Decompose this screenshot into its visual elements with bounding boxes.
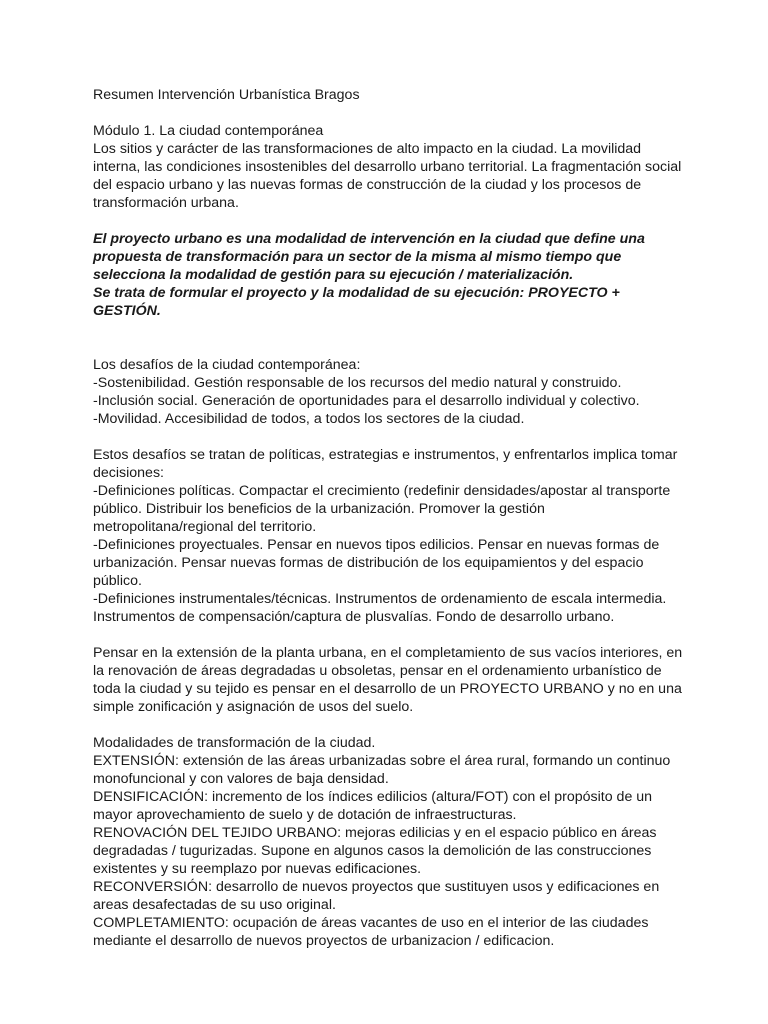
- challenge-item: -Sostenibilidad. Gestión responsable de los recursos del medio natural y construido.: [93, 375, 622, 391]
- modality-item: COMPLETAMIENTO: ocupación de áreas vacantes de uso en el interior de las ciudades mediante el desarrollo de nuevos proyectos de urbanizacion / edificacion.: [93, 915, 649, 949]
- highlight-paragraph-1: El proyecto urbano es una modalidad de intervención en la ciudad que define una propuesta de transformación para un sector de la misma al mismo tiempo que selecciona la modalidad de gestión para su ejecución / materialización.: [93, 231, 645, 283]
- decision-item: -Definiciones instrumentales/técnicas. Instrumentos de ordenamiento de escala intermedia. Instrumentos de compensación/captura de plusvalías. Fondo de desarrollo urbano.: [93, 591, 667, 625]
- highlight-paragraph-2: Se trata de formular el proyecto y la modalidad de su ejecución: PROYECTO + GESTIÓN.: [93, 285, 620, 319]
- intro-paragraph: Los sitios y carácter de las transformaciones de alto impacto en la ciudad. La movilidad interna, las condiciones insostenibles del desarrollo urbano territorial. La fragmentación social del espacio urbano y las nuevas formas de construcción de la ciudad y los procesos de transformación urbana.: [93, 141, 682, 211]
- modality-item: EXTENSIÓN: extensión de las áreas urbanizadas sobre el área rural, formando un continuo monofuncional y con valores de baja densidad.: [93, 753, 671, 787]
- modality-item: RENOVACIÓN DEL TEJIDO URBANO: mejoras edilicias y en el espacio público en áreas degradadas / tugurizadas. Supone en algunos casos la demolición de las construcciones existentes y su reemplazo por nuevas edificaciones.: [93, 825, 657, 877]
- modality-item: RECONVERSIÓN: desarrollo de nuevos proyectos que sustituyen usos y edificaciones en areas desafectadas de su uso original.: [93, 879, 660, 913]
- modalities-heading: Modalidades de transformación de la ciudad.: [93, 735, 376, 751]
- module-heading: Módulo 1. La ciudad contemporánea: [93, 123, 324, 139]
- extension-paragraph: Pensar en la extensión de la planta urbana, en el completamiento de sus vacíos interiores, en la renovación de áreas degradadas u obsoletas, pensar en el ordenamiento urbanístico de toda la ciudad y su tejido es pensar en el desarrollo de un PROYECTO URBANO y no en una simple zonificación y asignación de usos del suelo.: [93, 645, 683, 715]
- document-title: Resumen Intervención Urbanística Bragos: [93, 87, 360, 103]
- decision-item: -Definiciones políticas. Compactar el crecimiento (redefinir densidades/apostar al transporte público. Distribuir los beneficios de la urbanización. Promover la gestión metropolitana/regional del territorio.: [93, 483, 671, 535]
- challenges-heading: Los desafíos de la ciudad contemporánea:: [93, 357, 361, 373]
- modality-item: DENSIFICACIÓN: incremento de los índices edilicios (altura/FOT) con el propósito de un mayor aprovechamiento de suelo y de dotación de infraestructuras.: [93, 789, 653, 823]
- document-page: [93, 86, 683, 950]
- challenge-item: -Movilidad. Accesibilidad de todos, a todos los sectores de la ciudad.: [93, 411, 525, 427]
- challenge-item: -Inclusión social. Generación de oportunidades para el desarrollo individual y colectivo.: [93, 393, 640, 409]
- decisions-intro: Estos desafíos se tratan de políticas, estrategias e instrumentos, y enfrentarlos implica tomar decisiones:: [93, 447, 678, 481]
- decision-item: -Definiciones proyectuales. Pensar en nuevos tipos edilicios. Pensar en nuevas formas de urbanización. Pensar nuevas formas de distribución de los equipamientos y del espacio público.: [93, 537, 660, 589]
